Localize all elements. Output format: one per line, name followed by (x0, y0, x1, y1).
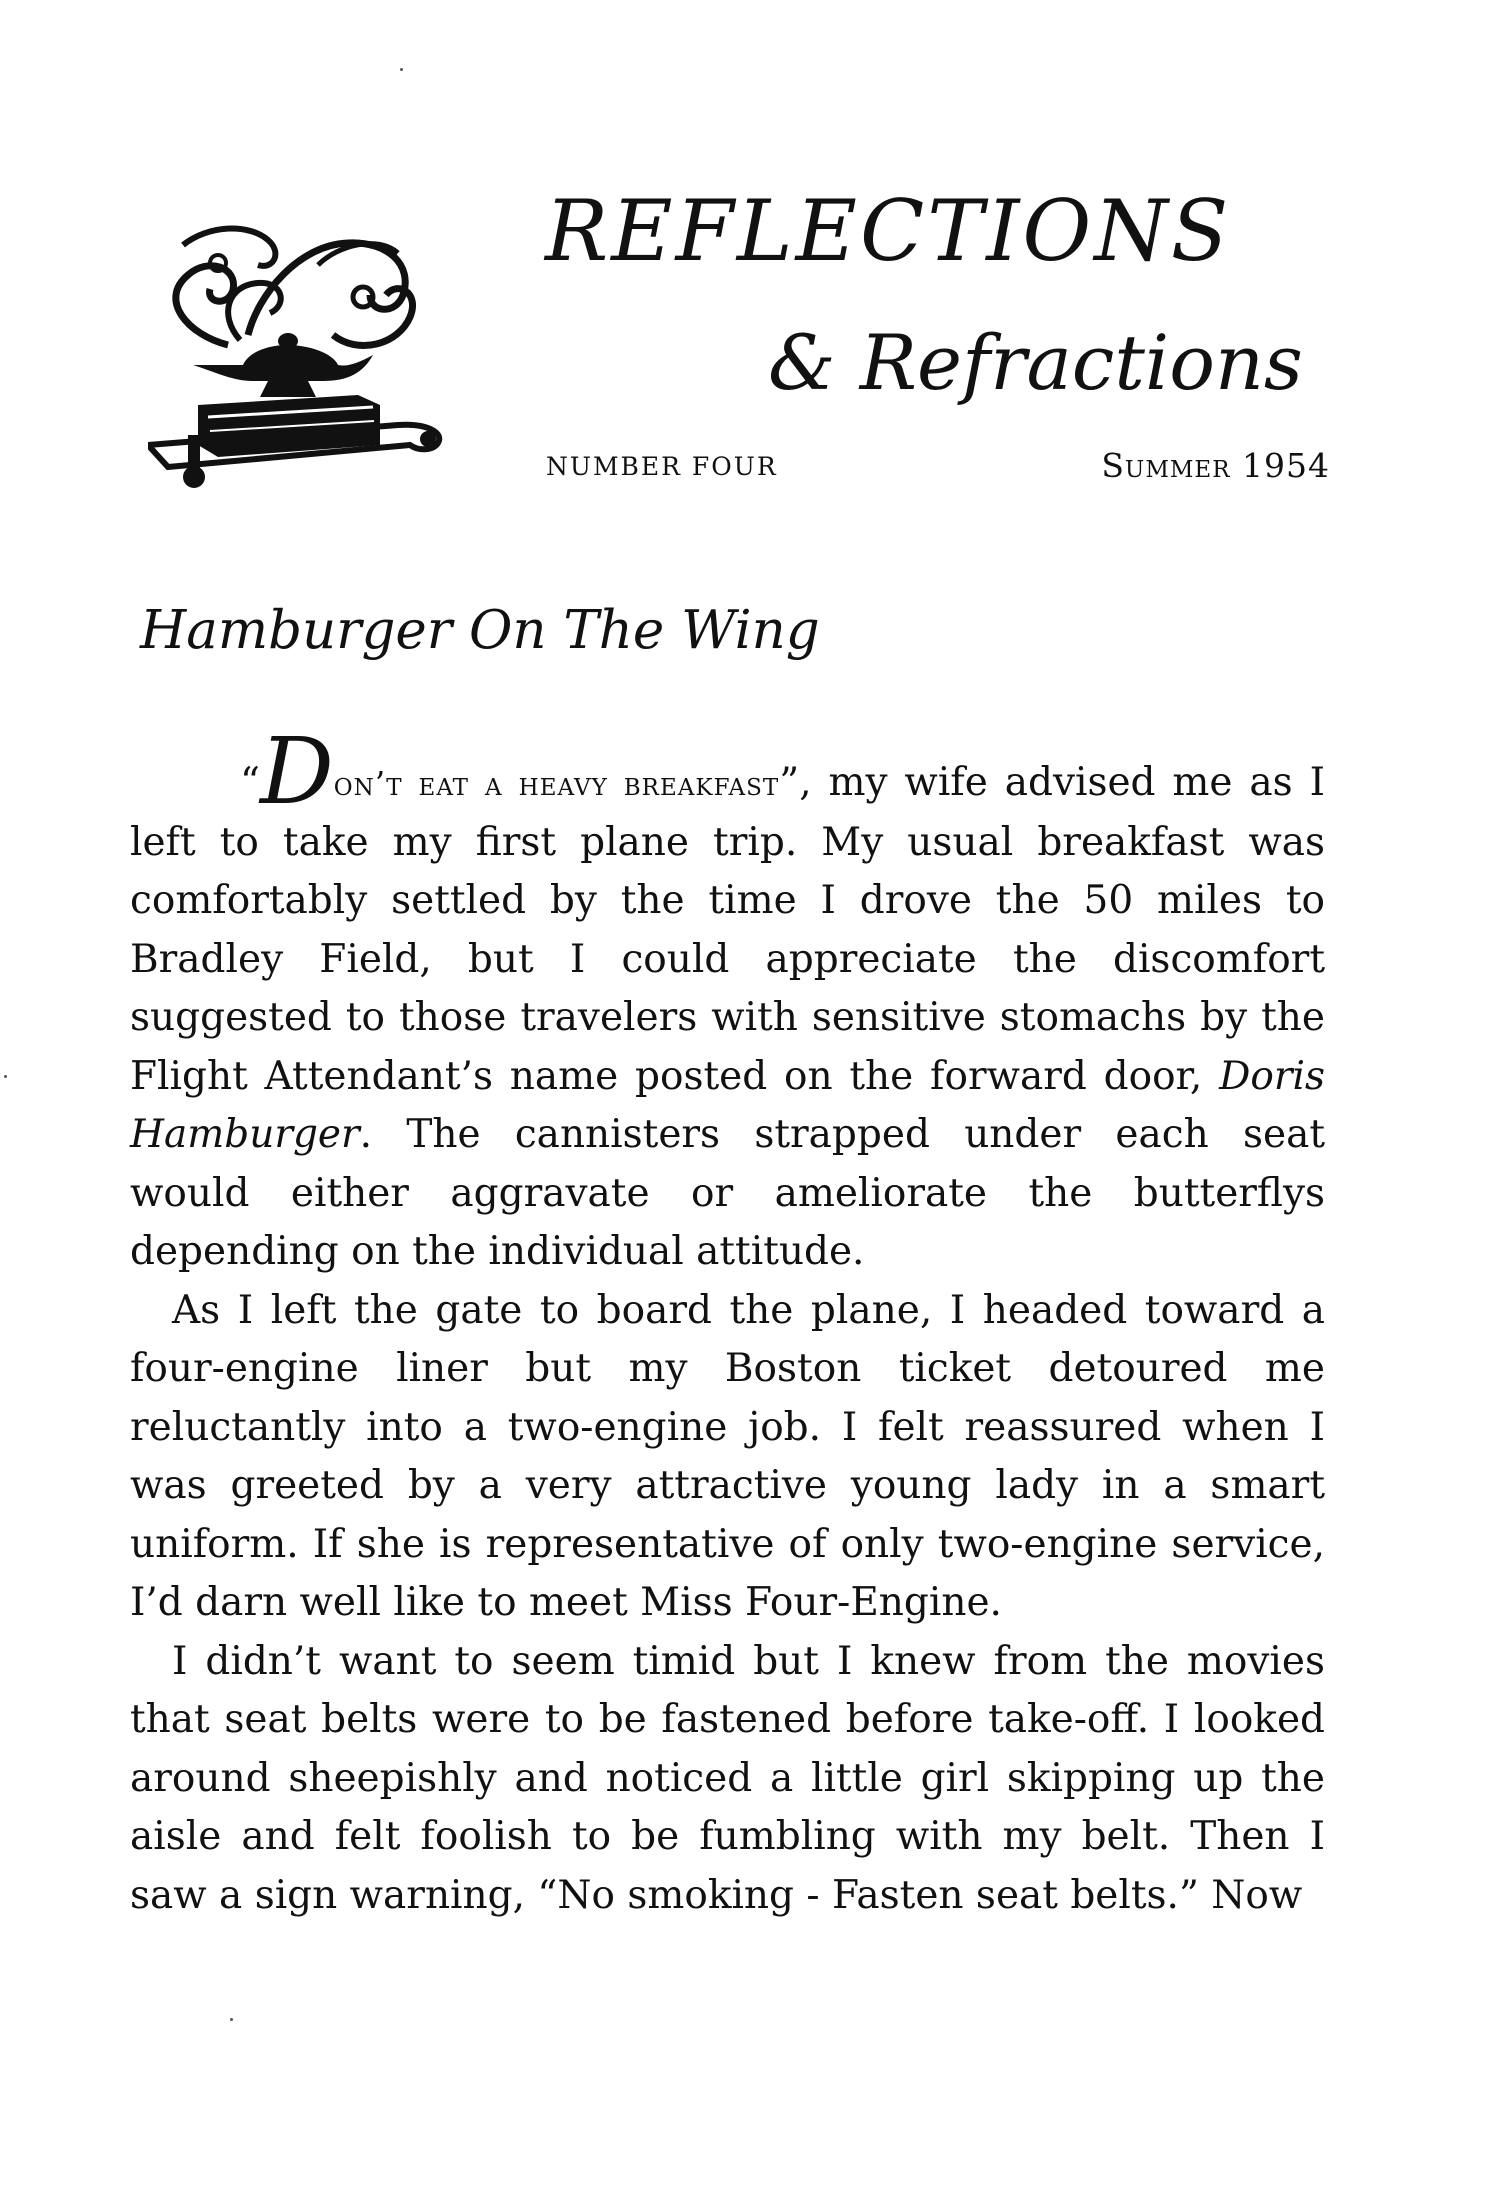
open-quote: “ (240, 760, 260, 805)
article-title: Hamburger On The Wing (140, 600, 820, 661)
paragraph-1-text-b: . The cannisters strapped under each seat would either aggravate or ameliorate the butterflys depending on the individual attitude. (130, 1112, 1325, 1274)
paragraph-1-text-a: ”, my wife advised me as I left to take my first plane trip. My usual breakfast was comfortably settled by the time I drove the 50 miles to Bradley Field, but I could appreciate the discomfort suggested to those travelers with sensitive stomachs by the Flight Attendant’s name posted on the forward door, (130, 760, 1325, 1099)
lead-in-caps: on’t eat a heavy breakfast (333, 764, 780, 803)
paragraph-2: As I left the gate to board the plane, I headed toward a four-engine liner but my Boston ticket detoured me reluctantly into a two-engine job. I felt reassured when I was greeted by a very attractive young lady in a smart uniform. If she is representative of only two-engine service, I’d darn well like to meet Miss Four-Engine. (130, 1287, 1325, 1625)
masthead-subtitle: & Refractions (768, 318, 1303, 407)
issue-date: Summer 1954 (1101, 446, 1330, 485)
masthead-title: REFLECTIONS (545, 182, 1232, 280)
speck (230, 2018, 233, 2021)
paragraph-3: I didn’t want to seem timid but I knew from the movies that seat belts were to be fastened before take-off. I looked around sheepishly and noticed a little girl skipping up the aisle and felt foolish to be fumbling with my belt. Then I saw a sign warning, “No smoking - Fasten seat belts.” Now (130, 1638, 1325, 1918)
speck (4, 1075, 7, 1078)
article-body (130, 718, 1325, 1925)
speck (400, 68, 403, 71)
drop-cap: D (259, 718, 334, 825)
oil-lamp-on-book-icon (148, 205, 448, 490)
issue-number: NUMBER FOUR (546, 452, 778, 481)
attendant-name: Doris Hamburger (130, 1053, 1325, 1157)
paragraph-1 (130, 718, 1325, 1282)
